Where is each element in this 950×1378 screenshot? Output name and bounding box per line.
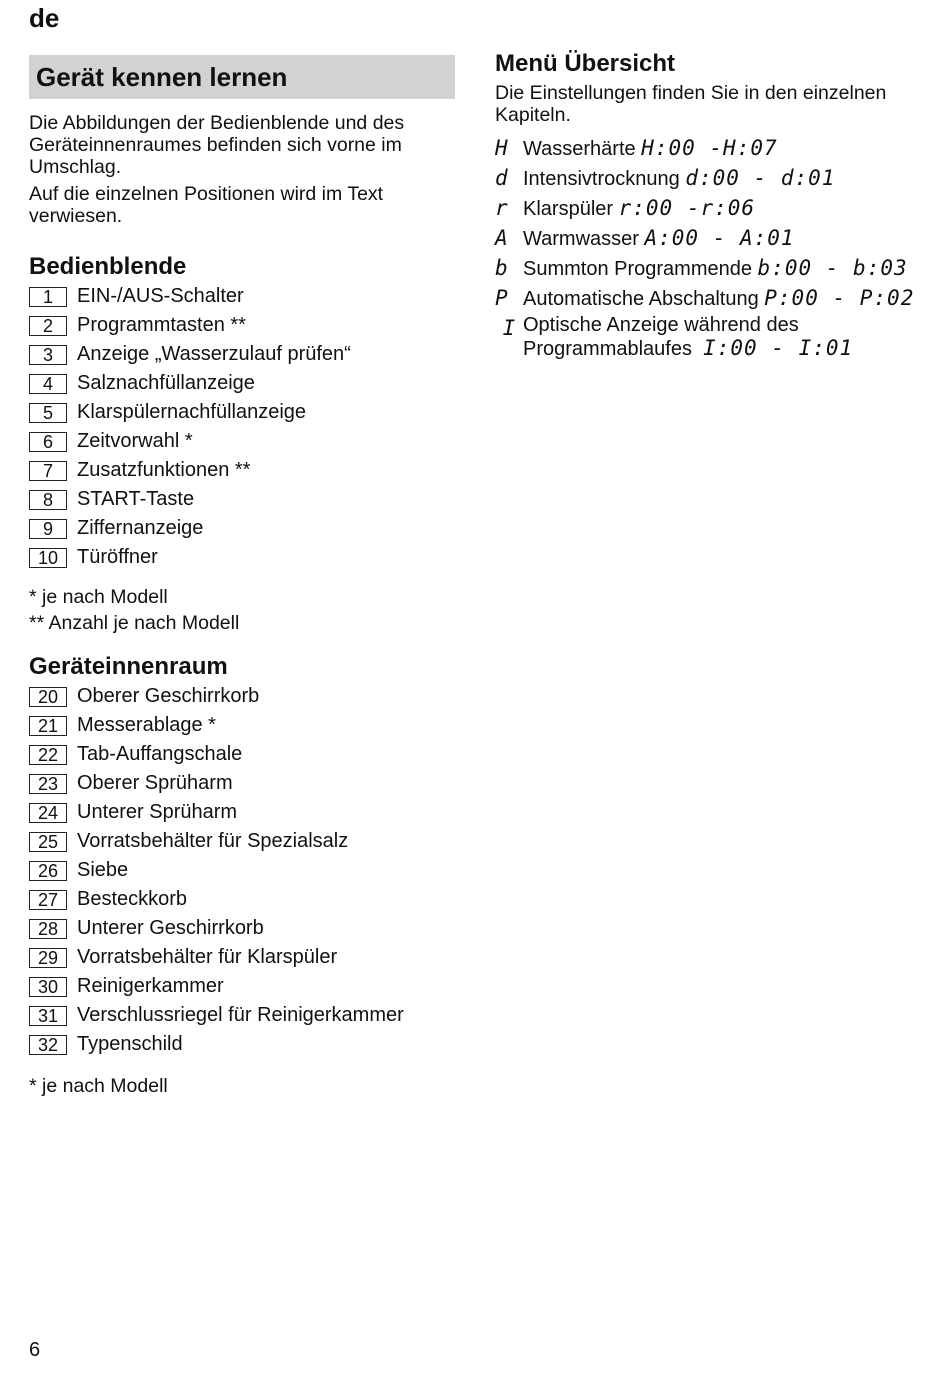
position-number: 8 [29,490,67,510]
list-item [29,885,455,914]
list-item [29,914,455,943]
position-number: 28 [29,919,67,939]
position-number: 26 [29,861,67,881]
item-label: Verschlussriegel für Reinigerkammer [77,1004,404,1026]
item-label: EIN-/AUS-Schalter [77,285,244,307]
item-label: Unterer Geschirrkorb [77,917,264,939]
menu-label: Summton Programmende [523,258,752,280]
menu-label: Warmwasser [523,228,639,250]
list-item [29,943,455,972]
menu-range: A:00 - A:01 [644,226,795,250]
list-item [29,340,455,369]
menu-item [495,284,935,314]
position-number: 3 [29,345,67,365]
position-number: 25 [29,832,67,852]
list-item [29,798,455,827]
list-item [29,427,455,456]
section-title: Gerät kennen lernen [36,62,288,92]
menu-key: r [495,196,508,220]
position-number: 22 [29,745,67,765]
position-number: 4 [29,374,67,394]
menu-key: A [495,226,508,250]
menu-range: r:00 -r:06 [618,196,756,220]
list-item [29,740,455,769]
item-label: Oberer Geschirrkorb [77,685,260,707]
item-label: Besteckkorb [77,888,188,910]
item-label: Zeitvorwahl * [77,430,193,452]
list-item [29,769,455,798]
position-number: 21 [29,716,67,736]
right-column [495,48,935,361]
innenraum-list [29,682,455,1059]
menu-label: Optische Anzeige während des [523,314,799,336]
footnote: * je nach Modell [29,586,168,608]
list-item [29,1030,455,1059]
menu-item [495,254,935,284]
left-column [29,55,455,1099]
list-item [29,1001,455,1030]
menu-range: I:00 - I:01 [703,336,854,360]
item-label: Reinigerkammer [77,975,224,997]
language-code: de [29,3,60,33]
list-item [29,827,455,856]
heading-geraeteinnenraum: Geräteinnenraum [29,653,228,680]
menu-range: H:00 -H:07 [641,136,778,160]
item-label: Vorratsbehälter für Spezialsalz [77,830,349,852]
list-item [29,856,455,885]
position-number: 6 [29,432,67,452]
position-number: 31 [29,1006,67,1026]
list-item [29,682,455,711]
position-number: 32 [29,1035,67,1055]
item-label: Unterer Sprüharm [77,801,238,823]
item-label: Zusatzfunktionen ** [77,459,251,481]
menu-key: H [495,136,508,160]
position-number: 9 [29,519,67,539]
item-label: Vorratsbehälter für Klarspüler [77,946,338,968]
position-number: 24 [29,803,67,823]
list-item [29,514,455,543]
position-number: 2 [29,316,67,336]
item-label: Anzeige „Wasserzulauf prüfen“ [77,343,351,365]
menu-label-continued: Programmablaufes [523,338,692,360]
menu-key: P [495,286,508,310]
list-item [29,369,455,398]
bedienblende-notes [29,584,455,636]
heading-bedienblende: Bedienblende [29,253,187,280]
item-label: Siebe [77,859,129,881]
item-label: Ziffernanzeige [77,517,204,539]
position-number: 30 [29,977,67,997]
section-banner [29,55,455,99]
menu-intro-paragraph: Die Einstellungen finden Sie in den einzelnen Kapiteln. [495,82,887,126]
item-label: Messerablage * [77,714,216,736]
innenraum-notes [29,1073,455,1099]
menu-range: b:00 - b:03 [757,256,908,280]
item-label: Oberer Sprüharm [77,772,233,794]
menu-label: Klarspüler [523,198,614,220]
item-label: Typenschild [77,1033,183,1055]
position-number: 27 [29,890,67,910]
list-item [29,456,455,485]
position-number: 7 [29,461,67,481]
footnote: ** Anzahl je nach Modell [29,612,240,634]
position-number: 1 [29,287,67,307]
menu-item [495,224,935,254]
menu-item [495,194,935,224]
item-label: START-Taste [77,488,195,510]
menu-item [495,314,935,361]
page-number: 6 [29,1339,41,1361]
item-label: Programmtasten ** [77,314,246,336]
menu-range: d:00 - d:01 [685,166,836,190]
menu-key: d [495,166,508,190]
list-item [29,711,455,740]
bedienblende-list [29,282,455,572]
footnote: * je nach Modell [29,1075,168,1097]
menu-range: P:00 - P:02 [764,286,915,310]
menu-list [495,134,935,361]
heading-menu-uebersicht: Menü Übersicht [495,50,676,77]
menu-key: I [502,316,516,340]
position-number: 10 [29,548,67,568]
position-number: 20 [29,687,67,707]
item-label: Türöffner [77,546,158,568]
item-label: Salznachfüllanzeige [77,372,255,394]
intro-paragraph-1: Die Abbildungen der Bedienblende und des Geräteinnenraumes befinden sich vorne im Umschlag. [29,112,405,178]
menu-label: Intensivtrocknung [523,168,680,190]
list-item [29,972,455,1001]
menu-item [495,164,935,194]
list-item [29,282,455,311]
item-label: Tab-Auffangschale [77,743,243,765]
menu-key: b [495,256,508,280]
list-item [29,485,455,514]
item-label: Klarspülernachfüllanzeige [77,401,307,423]
intro-paragraph-2: Auf die einzelnen Positionen wird im Text verwiesen. [29,183,384,227]
position-number: 5 [29,403,67,423]
menu-item [495,134,935,164]
position-number: 23 [29,774,67,794]
list-item [29,398,455,427]
list-item [29,543,455,572]
menu-label: Wasserhärte [523,138,636,160]
position-number: 29 [29,948,67,968]
list-item [29,311,455,340]
menu-label: Automatische Abschaltung [523,288,759,310]
